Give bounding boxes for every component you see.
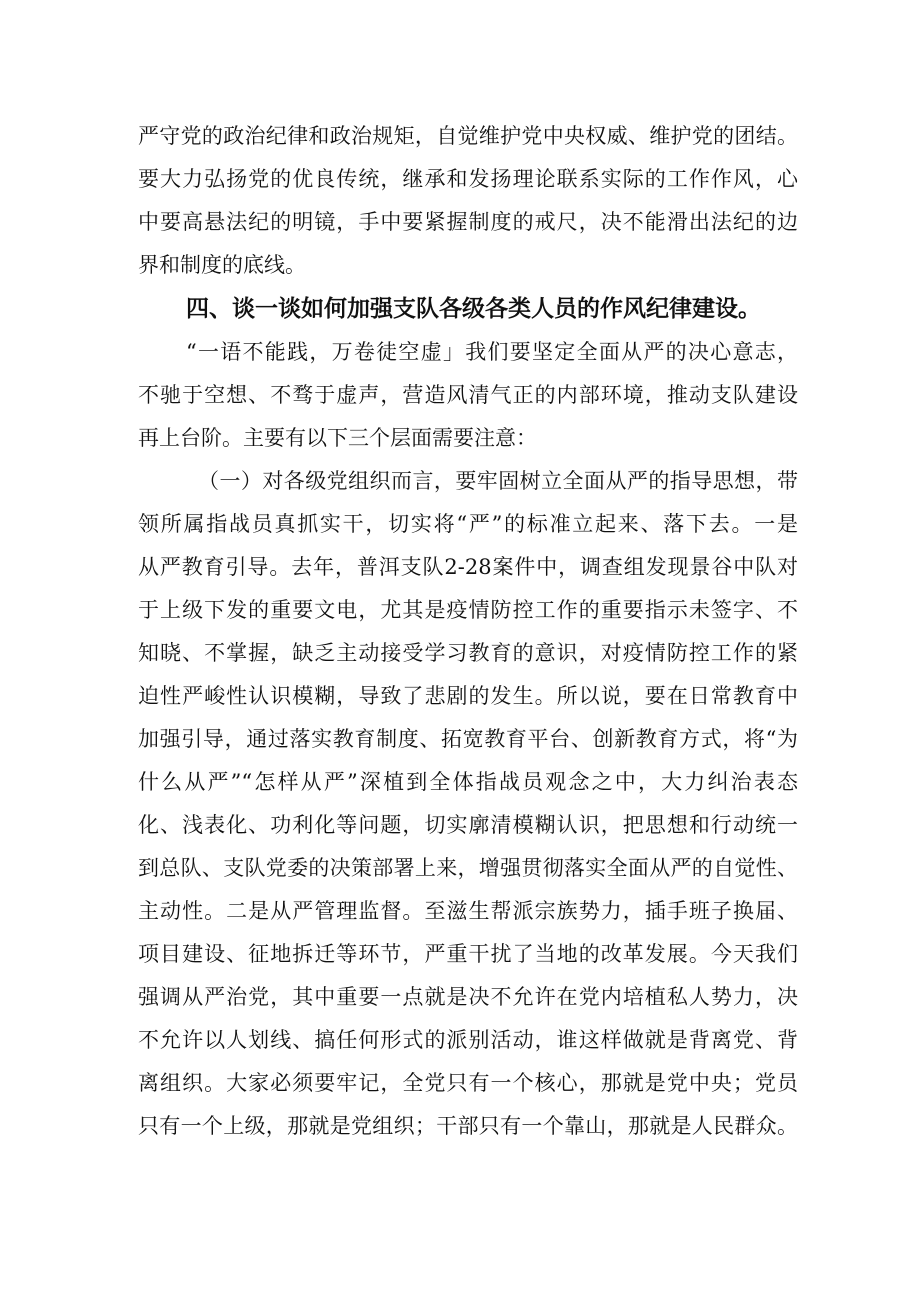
text-line: 界和制度的底线。 (138, 253, 306, 277)
text-line: 什么从严”“怎样从严”深植到全体指战员观念之中，大力纠治表态 (138, 770, 798, 794)
text-line: 主动性。二是从严管理监督。至滋生帮派宗族势力，插手班子换届、 (138, 899, 798, 923)
text-line: 到总队、支队党委的决策部署上来，增强贯彻落实全面从严的自觉性、 (138, 856, 798, 880)
paragraph-3 (138, 460, 798, 1148)
text-line: 领所属指战员真抓实干，切实将“严”的标准立起来、落下去。一是 (138, 512, 798, 536)
text-line: （一）对各级党组织而言，要牢固树立全面从严的指导思想，带 (198, 469, 798, 493)
text-line: 不允许以人划线、搞任何形式的派别活动，谁这样做就是背离党、背 (138, 1028, 798, 1052)
text-line: 项目建设、征地拆迁等环节，严重干扰了当地的改革发展。今天我们 (138, 942, 798, 966)
text-line: 于上级下发的重要文电，尤其是疫情防控工作的重要指示未签字、不 (138, 598, 798, 622)
text-line: “一语不能践，万卷徒空虚」我们要坚定全面从严的决心意志， (186, 340, 798, 364)
text-line: 强调从严治党，其中重要一点就是决不允许在党内培植私人势力，决 (138, 985, 798, 1009)
text-line: 从严教育引导。去年，普洱支队2-28案件中，调查组发现景谷中队对 (138, 555, 798, 579)
section-heading: 四、谈一谈如何加强支队各级各类人员的作风纪律建设。 (186, 296, 761, 322)
text-line: 不驰于空想、不骛于虚声，营造风清气正的内部环境，推动支队建设 (138, 383, 798, 407)
text-line: 迫性严峻性认识模糊，导致了悲剧的发生。所以说，要在日常教育中 (138, 684, 798, 708)
paragraph-1 (138, 115, 798, 287)
text-line: 再上台阶。主要有以下三个层面需要注意： (138, 426, 537, 450)
text-line: 严守党的政治纪律和政治规矩，自觉维护党中央权威、维护党的团结。 (138, 124, 798, 148)
text-line: 只有一个上级，那就是党组织；干部只有一个靠山，那就是人民群众。 (138, 1114, 798, 1138)
paragraph-2 (138, 331, 798, 460)
text-line: 知晓、不掌握，缺乏主动接受学习教育的意识，对疫情防控工作的紧 (138, 641, 798, 665)
text-line: 化、浅表化、功利化等问题，切实廓清模糊认识，把思想和行动统一 (138, 813, 798, 837)
text-line: 中要高悬法纪的明镜，手中要紧握制度的戒尺，决不能滑出法纪的边 (138, 210, 798, 234)
text-line: 加强引导，通过落实教育制度、拓宽教育平台、创新教育方式，将“为 (138, 727, 798, 751)
text-line: 要大力弘扬党的优良传统，继承和发扬理论联系实际的工作作风，心 (138, 167, 798, 191)
document-body (138, 115, 798, 1148)
text-line: 离组织。大家必须要牢记，全党只有一个核心，那就是党中央；党员 (138, 1071, 798, 1095)
